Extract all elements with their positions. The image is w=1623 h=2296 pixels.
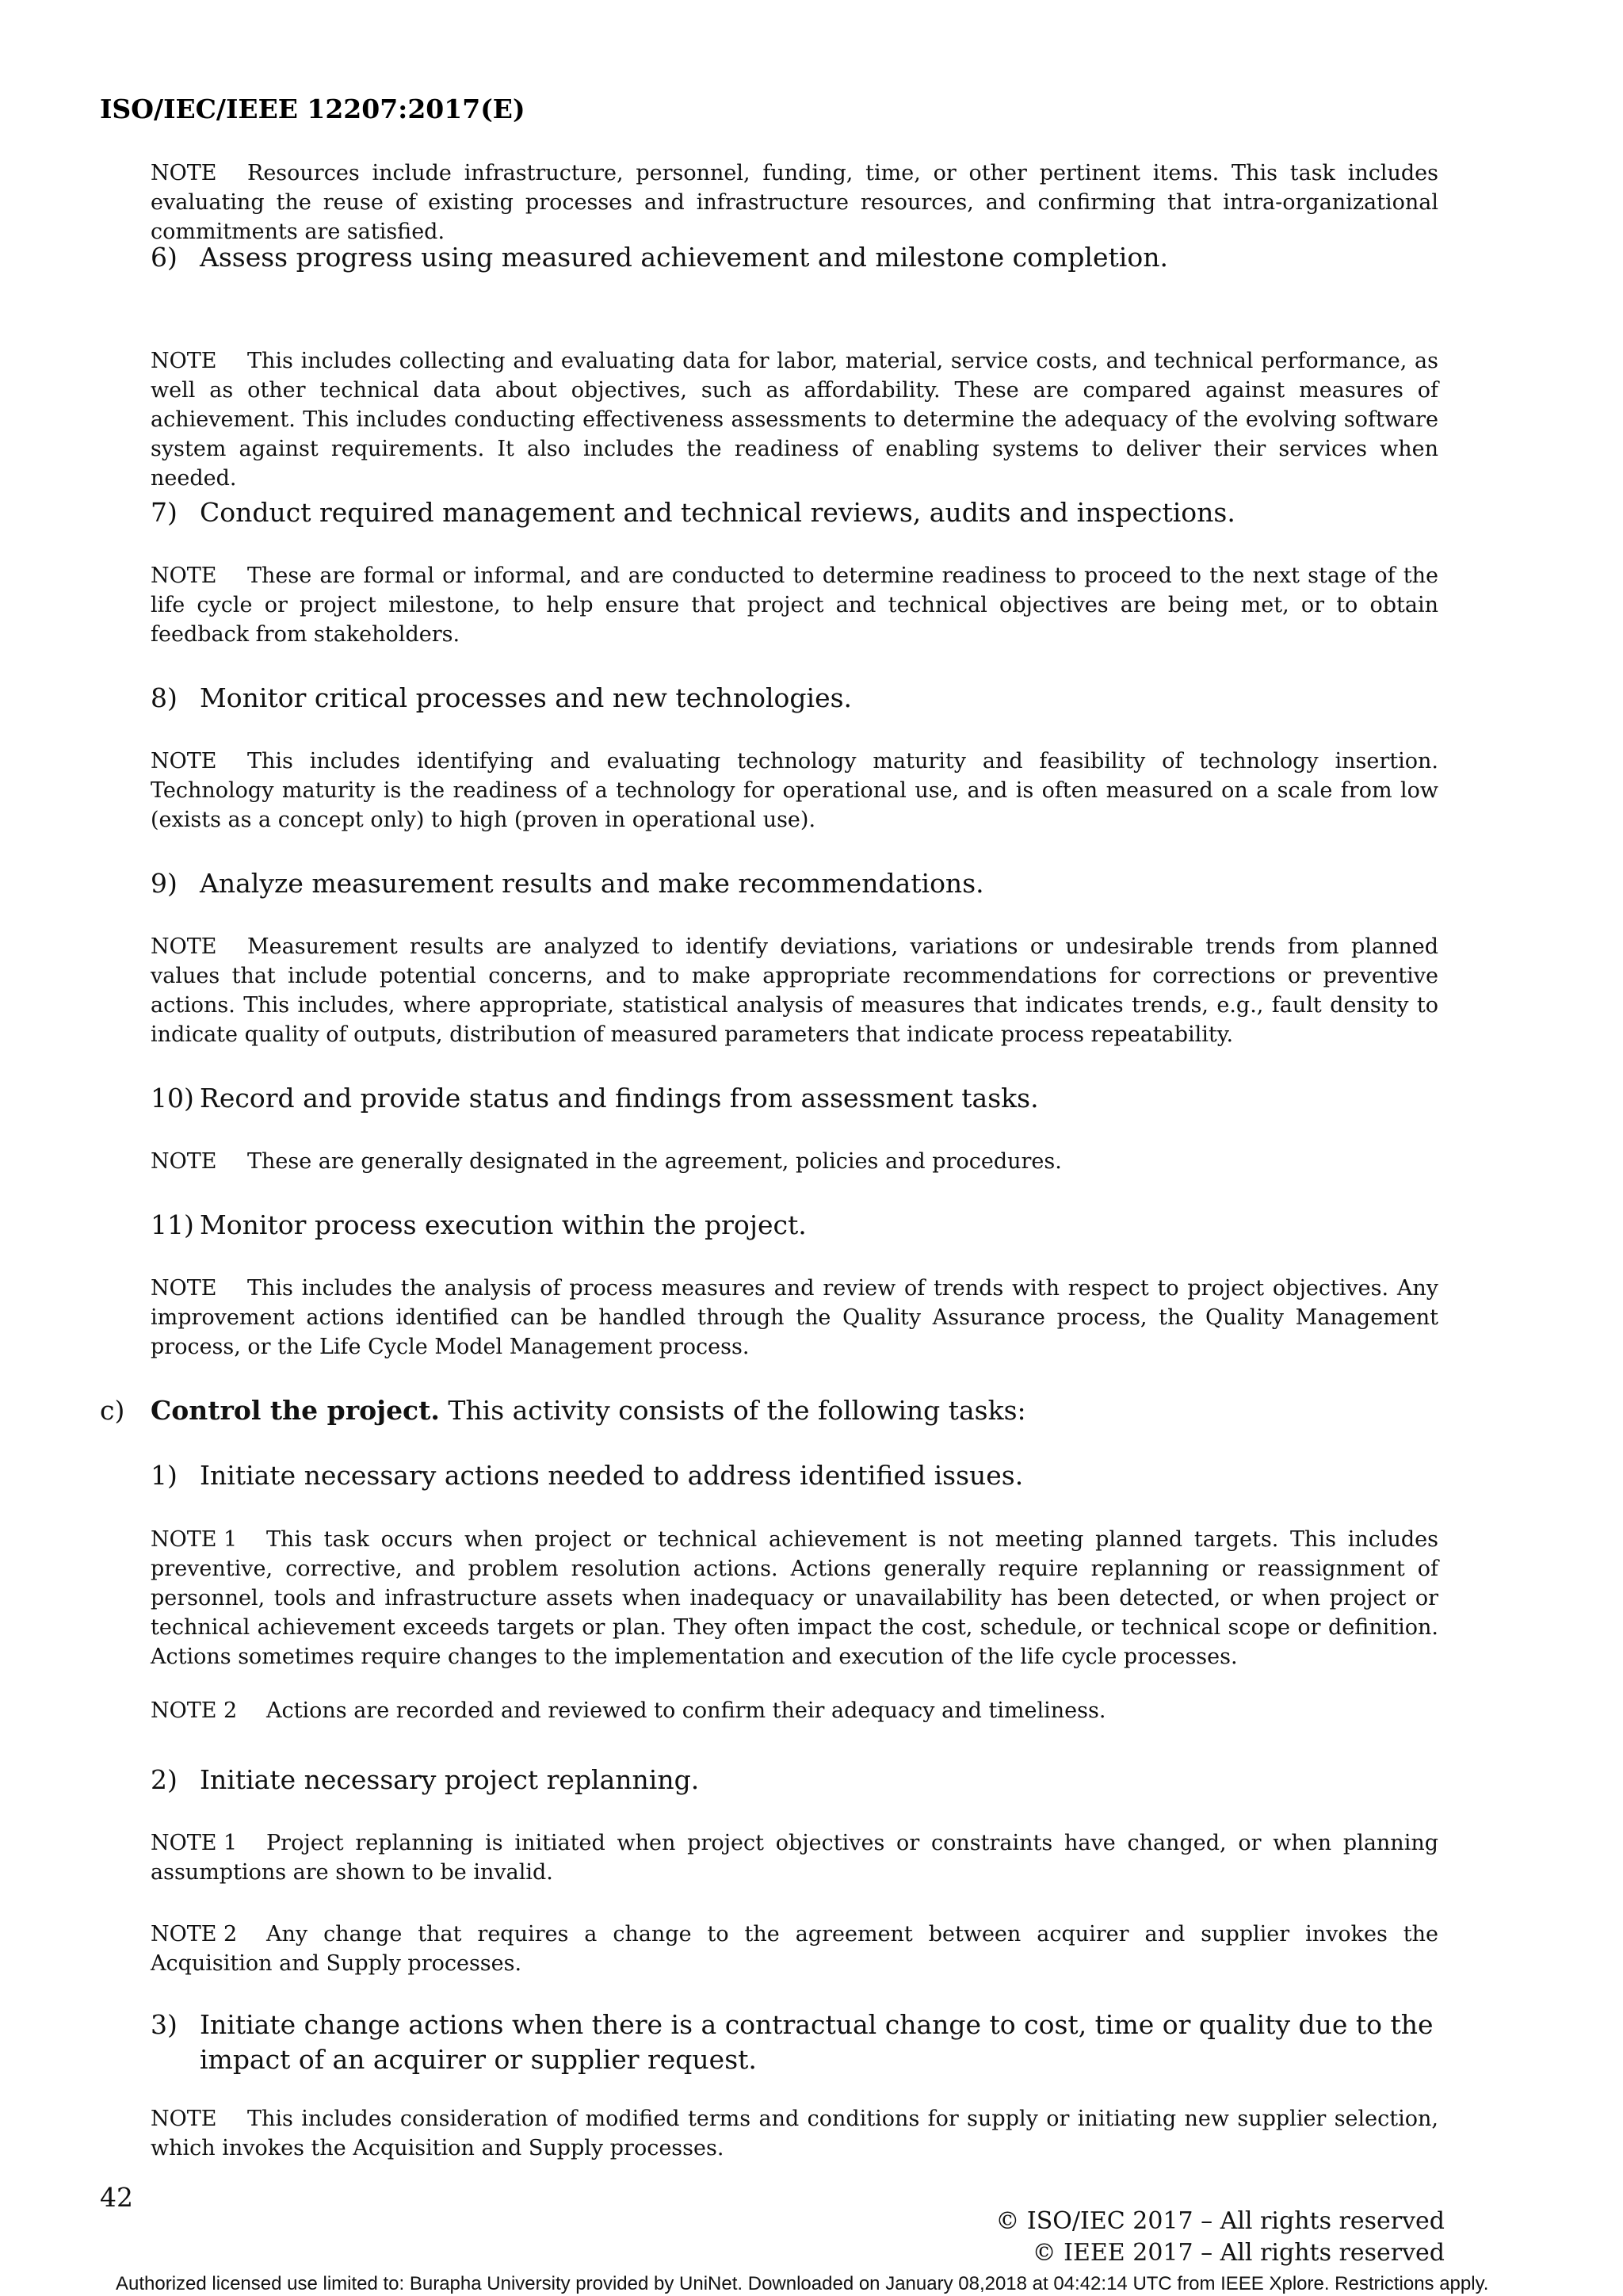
note-label: NOTE 1: [151, 1831, 238, 1855]
task-6: [151, 240, 1442, 275]
task-number: 1): [151, 1460, 178, 1491]
task-number: 2): [151, 1764, 178, 1795]
note-task-9: [151, 932, 1438, 1049]
note-1-task-c1: [151, 1525, 1438, 1671]
note-2-task-c1: [151, 1696, 1438, 1725]
note-text: This includes collecting and evaluating data for labor, material, service costs, and technical performance, as well as other technical data about objectives, such as affordability. These are compared against measures of achievement. This includes conducting effectiveness assessments to determine the adequacy of the evolving software system against requirements. It also includes the readiness of enabling systems to deliver their services when needed.: [151, 349, 1438, 491]
note-task-11: [151, 1274, 1438, 1362]
task-c1: [151, 1458, 1442, 1493]
task-text: Monitor process execution within the project.: [200, 1209, 807, 1240]
task-number: 11): [151, 1209, 194, 1240]
task-text: Assess progress using measured achievement and milestone completion.: [200, 242, 1168, 273]
note-label: NOTE 2: [151, 1698, 238, 1723]
note-text: This includes the analysis of process measures and review of trends with respect to project objectives. Any improvement actions identified can be handled through the Quality Assurance process, the Quality Management process, or the Life Cycle Model Management process.: [151, 1276, 1438, 1359]
task-8: [151, 681, 1442, 716]
note-text: This task occurs when project or technical achievement is not meeting planned targets. This includes preventive, corrective, and problem resolution actions. Actions generally require replanning or reassignment of personnel, tools and infrastructure assets when inadequacy or unavailability has been detected, or when project or technical achievement exceeds targets or plan. They often impact the cost, schedule, or technical scope or definition. Actions sometimes require changes to the implementation and execution of the life cycle processes.: [151, 1527, 1438, 1669]
note-label: NOTE: [151, 349, 217, 373]
task-text: Monitor critical processes and new technologies.: [200, 682, 853, 713]
task-text: Analyze measurement results and make recommendations.: [200, 868, 984, 899]
note-1-task-c2: [151, 1828, 1438, 1887]
note-resources: [151, 159, 1438, 246]
activity-c: [100, 1393, 1447, 1428]
note-label: NOTE 1: [151, 1527, 238, 1552]
task-number: 9): [151, 868, 178, 899]
task-11: [151, 1208, 1442, 1243]
note-label: NOTE 2: [151, 1922, 238, 1946]
task-text: Initiate necessary project replanning.: [200, 1764, 700, 1795]
note-task-10: [151, 1147, 1438, 1176]
task-7: [151, 495, 1442, 530]
note-task-8: [151, 747, 1438, 835]
note-label: NOTE: [151, 1149, 217, 1174]
note-text: Measurement results are analyzed to identify deviations, variations or undesirable trends from planned values that include potential concerns, and to make appropriate recommendations for corrections or preventive actions. This includes, where appropriate, statistical analysis of measures that indicates trends, e.g., fault density to indicate quality of outputs, distribution of measured parameters that indicate process repeatability.: [151, 934, 1438, 1047]
task-text: Initiate change actions when there is a contractual change to cost, time or quality due to the impact of an acquirer or supplier request.: [200, 2009, 1434, 2075]
note-text: These are formal or informal, and are conducted to determine readiness to proceed to the next stage of the life cycle or project milestone, to help ensure that project and technical objectives are being met, or to obtain feedback from stakeholders.: [151, 563, 1438, 647]
note-text: These are generally designated in the agreement, policies and procedures.: [247, 1149, 1062, 1174]
task-text: Conduct required management and technical reviews, audits and inspections.: [200, 497, 1235, 528]
task-text: Record and provide status and findings from assessment tasks.: [200, 1083, 1039, 1114]
task-number: 7): [151, 497, 178, 528]
note-label: NOTE: [151, 749, 217, 774]
task-c2: [151, 1763, 1442, 1797]
license-notice: Authorized licensed use limited to: Burapha University provided by UniNet. Downloaded on January 08,2018 at 04:42:14 UTC from IEEE Xplore. Restrictions apply.: [116, 2273, 1489, 2294]
copyright-ieee: © IEEE 2017 – All rights reserved: [1032, 2239, 1445, 2267]
copyright-iso: © ISO/IEC 2017 – All rights reserved: [995, 2207, 1445, 2235]
task-9: [151, 866, 1442, 901]
document-header: ISO/IEC/IEEE 12207:2017(E): [100, 94, 525, 124]
note-label: NOTE: [151, 161, 217, 185]
task-number: 10): [151, 1083, 194, 1114]
note-task-6: [151, 346, 1438, 493]
note-label: NOTE: [151, 2107, 217, 2131]
note-text: This includes consideration of modified terms and conditions for supply or initiating new supplier selection, which invokes the Acquisition and Supply processes.: [151, 2107, 1438, 2160]
note-task-7: [151, 561, 1438, 649]
note-label: NOTE: [151, 934, 217, 959]
task-c3: [151, 2008, 1442, 2077]
task-text: Initiate necessary actions needed to address identified issues.: [200, 1460, 1024, 1491]
note-text: Any change that requires a change to the agreement between acquirer and supplier invokes the Acquisition and Supply processes.: [151, 1922, 1438, 1976]
note-label: NOTE: [151, 1276, 217, 1301]
note-text: Actions are recorded and reviewed to confirm their adequacy and timeliness.: [266, 1698, 1106, 1723]
task-number: 3): [151, 2009, 178, 2040]
note-text: This includes identifying and evaluating technology maturity and feasibility of technology insertion. Technology maturity is the readiness of a technology for operational use, and is often measured on a scale from low (exists as a concept only) to high (proven in operational use).: [151, 749, 1438, 832]
note-text: Project replanning is initiated when project objectives or constraints have changed, or when planning assumptions are shown to be invalid.: [151, 1831, 1438, 1885]
activity-number: c): [100, 1395, 125, 1426]
task-number: 6): [151, 242, 178, 273]
task-number: 8): [151, 682, 178, 713]
note-text: Resources include infrastructure, personnel, funding, time, or other pertinent items. This task includes evaluating the reuse of existing processes and infrastructure resources, and confirming that intra-organizational commitments are satisfied.: [151, 161, 1438, 244]
note-task-c3: [151, 2104, 1438, 2163]
page-number: 42: [100, 2182, 133, 2213]
activity-title: Control the project.: [151, 1395, 440, 1426]
note-2-task-c2: [151, 1920, 1438, 1978]
activity-text: This activity consists of the following tasks:: [448, 1395, 1026, 1426]
task-10: [151, 1081, 1442, 1116]
note-label: NOTE: [151, 563, 217, 588]
